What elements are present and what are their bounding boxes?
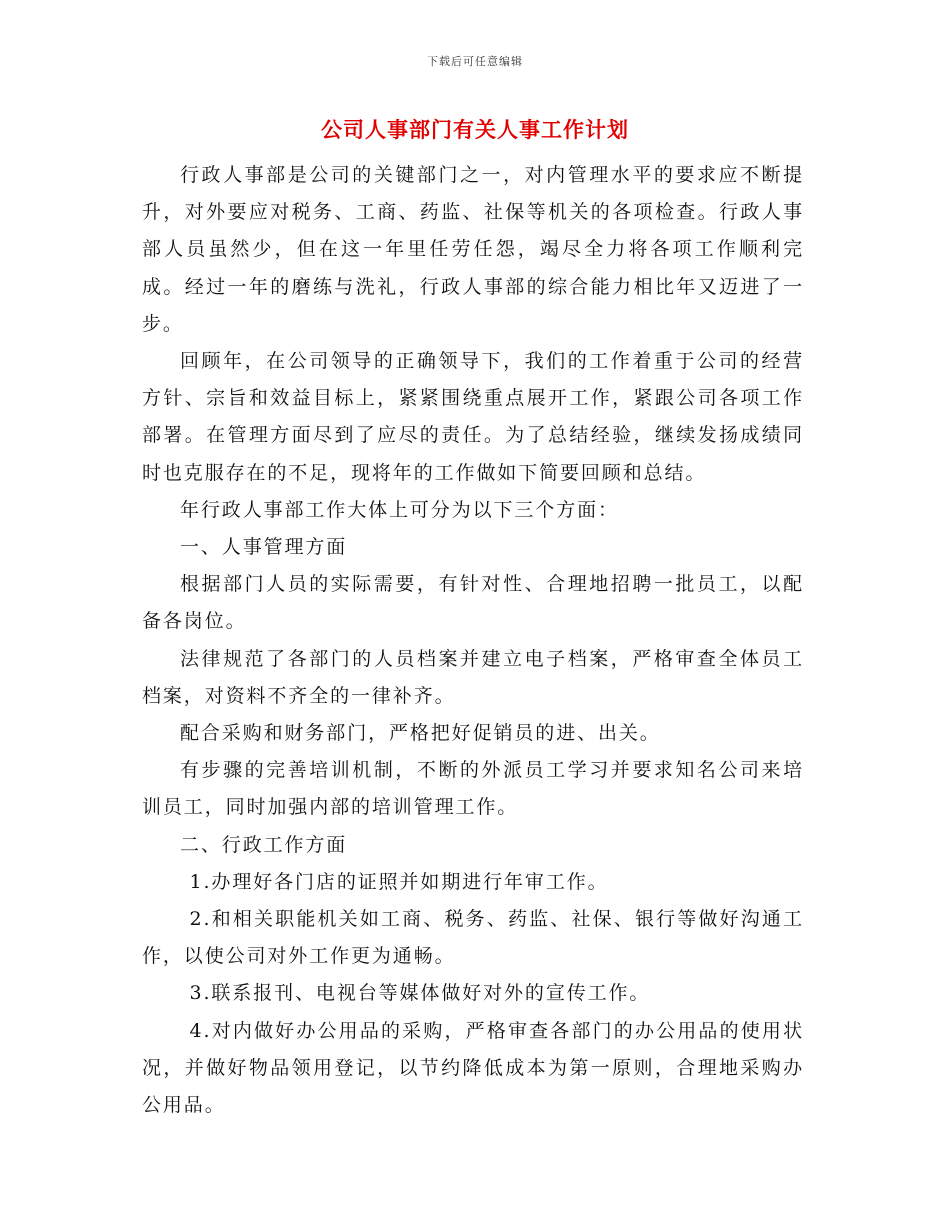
paragraph-recruitment: 根据部门人员的实际需要，有针对性、合理地招聘一批员工，以配备各岗位。 [142, 573, 804, 633]
paragraph-archives: 法律规范了各部门的人员档案并建立电子档案，严格审查全体员工档案，对资料不齐全的一律补齐。 [142, 647, 804, 707]
list-item-2: 2.和相关职能机关如工商、税务、药监、社保、银行等做好沟通工作，以使公司对外工作更为通畅。 [142, 908, 804, 968]
list-item-4: 4.对内做好办公用品的采购，严格审查各部门的办公用品的使用状况，并做好物品领用登记，以节约降低成本为第一原则，合理地采购办公用品。 [142, 1019, 804, 1117]
paragraph-overview: 年行政人事部工作大体上可分为以下三个方面： [180, 498, 619, 521]
section-heading-hr: 一、人事管理方面 [180, 536, 348, 559]
list-item-1: 1.办理好各门店的证照并如期进行年审工作。 [189, 870, 609, 893]
document-title: 公司人事部门有关人事工作计划 [321, 117, 629, 142]
document-body [142, 157, 804, 1124]
section-heading-admin: 二、行政工作方面 [180, 833, 348, 856]
list-item-3: 3.联系报刊、电视台等媒体做好对外的宣传工作。 [189, 982, 651, 1005]
paragraph-intro: 行政人事部是公司的关键部门之一，对内管理水平的要求应不断提升，对外要应对税务、工商、药监、社保等机关的各项检查。行政人事部人员虽然少，但在这一年里任劳任怨，竭尽全力将各项工作顺利完成。经过一年的磨练与洗礼，行政人事部的综合能力相比年又迈进了一步。 [142, 164, 804, 335]
header-note: 下载后可任意编辑 [427, 55, 523, 68]
paragraph-review: 回顾年，在公司领导的正确领导下，我们的工作着重于公司的经营方针、宗旨和效益目标上，紧紧围绕重点展开工作，紧跟公司各项工作部署。在管理方面尽到了应尽的责任。为了总结经验，继续发扬成绩同时也克服存在的不足，现将年的工作做如下简要回顾和总结。 [142, 350, 804, 484]
paragraph-training: 有步骤的完善培训机制，不断的外派员工学习并要求知名公司来培训员工，同时加强内部的培训管理工作。 [142, 759, 804, 819]
paragraph-promoters: 配合采购和财务部门，严格把好促销员的进、出关。 [180, 722, 661, 745]
